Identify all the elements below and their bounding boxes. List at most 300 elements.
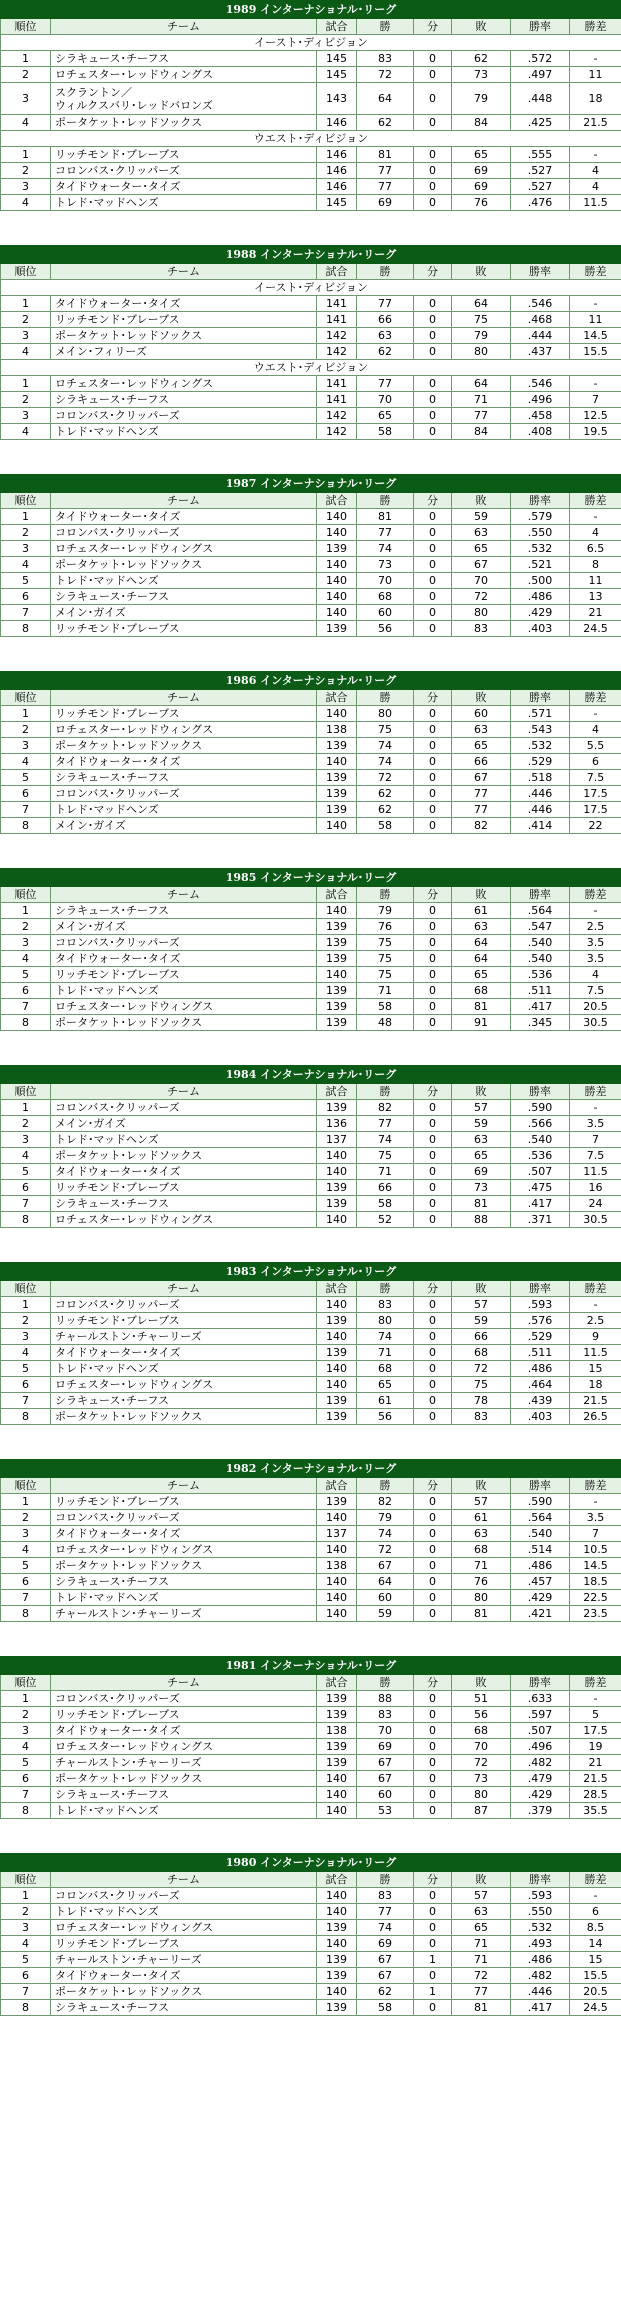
- cell-rank: 6: [1, 983, 51, 999]
- table-row: [1, 1542, 621, 1558]
- cell-rank: 6: [1, 1574, 51, 1590]
- cell-games: 146: [317, 179, 357, 195]
- cell-wins: 70: [357, 392, 414, 408]
- cell-gb: 5: [570, 1707, 621, 1723]
- cell-team: ロチェスター･レッドウィングス: [51, 541, 317, 557]
- column-header-gb: 勝差: [570, 1084, 621, 1100]
- cell-team: メイン･ガイズ: [51, 818, 317, 834]
- column-header-team: チーム: [51, 1872, 317, 1888]
- cell-games: 137: [317, 1132, 357, 1148]
- season-standings: [0, 1656, 621, 1819]
- cell-wins: 77: [357, 525, 414, 541]
- cell-pct: .496: [511, 392, 570, 408]
- cell-team: トレド･マッドヘンズ: [51, 195, 317, 211]
- cell-gb: 6: [570, 1904, 621, 1920]
- cell-losses: 64: [452, 935, 511, 951]
- column-header-pct: 勝率: [511, 19, 570, 35]
- cell-pct: .532: [511, 738, 570, 754]
- column-header-losses: 敗: [452, 887, 511, 903]
- cell-losses: 83: [452, 1409, 511, 1425]
- cell-ties: 0: [414, 573, 452, 589]
- cell-team: チャールストン･チャーリーズ: [51, 1606, 317, 1622]
- season-title-row: [1, 869, 621, 887]
- cell-ties: 0: [414, 67, 452, 83]
- cell-wins: 58: [357, 999, 414, 1015]
- season-standings: [0, 245, 621, 440]
- cell-rank: 3: [1, 541, 51, 557]
- column-header-losses: 敗: [452, 1281, 511, 1297]
- cell-games: 139: [317, 1015, 357, 1031]
- column-header-pct: 勝率: [511, 493, 570, 509]
- cell-pct: .425: [511, 115, 570, 131]
- cell-games: 138: [317, 1723, 357, 1739]
- cell-ties: 0: [414, 1015, 452, 1031]
- cell-ties: 0: [414, 1707, 452, 1723]
- cell-games: 140: [317, 754, 357, 770]
- cell-losses: 76: [452, 1574, 511, 1590]
- table-row: [1, 935, 621, 951]
- cell-wins: 62: [357, 802, 414, 818]
- cell-team: コロンバス･クリッパーズ: [51, 408, 317, 424]
- cell-gb: 14: [570, 1936, 621, 1952]
- cell-rank: 1: [1, 706, 51, 722]
- column-header-ties: 分: [414, 19, 452, 35]
- table-row: [1, 392, 621, 408]
- cell-wins: 62: [357, 115, 414, 131]
- cell-rank: 4: [1, 424, 51, 440]
- cell-rank: 6: [1, 1180, 51, 1196]
- table-row: [1, 1803, 621, 1819]
- cell-rank: 1: [1, 903, 51, 919]
- cell-wins: 74: [357, 541, 414, 557]
- cell-pct: .550: [511, 1904, 570, 1920]
- cell-gb: 14.5: [570, 328, 621, 344]
- table-row: [1, 802, 621, 818]
- cell-rank: 2: [1, 67, 51, 83]
- cell-pct: .550: [511, 525, 570, 541]
- cell-team: コロンバス･クリッパーズ: [51, 1297, 317, 1313]
- cell-team: シラキュース･チーフス: [51, 770, 317, 786]
- cell-losses: 77: [452, 786, 511, 802]
- column-header-games: 試合: [317, 887, 357, 903]
- column-header-ties: 分: [414, 887, 452, 903]
- column-header-wins: 勝: [357, 1281, 414, 1297]
- cell-team: チャールストン･チャーリーズ: [51, 1329, 317, 1345]
- table-row: [1, 67, 621, 83]
- cell-rank: 1: [1, 1888, 51, 1904]
- cell-gb: -: [570, 296, 621, 312]
- cell-wins: 77: [357, 163, 414, 179]
- cell-wins: 82: [357, 1100, 414, 1116]
- cell-gb: 24.5: [570, 621, 621, 637]
- season-title-row: [1, 1854, 621, 1872]
- table-row: [1, 1116, 621, 1132]
- cell-pct: .597: [511, 1707, 570, 1723]
- table-row: [1, 1409, 621, 1425]
- cell-wins: 61: [357, 1393, 414, 1409]
- cell-rank: 5: [1, 1558, 51, 1574]
- cell-gb: 21.5: [570, 1771, 621, 1787]
- cell-gb: 17.5: [570, 1723, 621, 1739]
- table-row: [1, 312, 621, 328]
- cell-pct: .511: [511, 983, 570, 999]
- cell-gb: 7.5: [570, 770, 621, 786]
- cell-wins: 77: [357, 1116, 414, 1132]
- cell-wins: 62: [357, 1984, 414, 2000]
- cell-wins: 72: [357, 1542, 414, 1558]
- cell-gb: 8.5: [570, 1920, 621, 1936]
- cell-gb: 22.5: [570, 1590, 621, 1606]
- cell-games: 139: [317, 770, 357, 786]
- cell-losses: 72: [452, 1968, 511, 1984]
- cell-gb: 7.5: [570, 1148, 621, 1164]
- cell-team: リッチモンド･ブレーブス: [51, 1313, 317, 1329]
- season-title-row: [1, 672, 621, 690]
- cell-games: 139: [317, 1100, 357, 1116]
- cell-games: 143: [317, 83, 357, 115]
- column-header-rank: 順位: [1, 264, 51, 280]
- cell-games: 140: [317, 706, 357, 722]
- cell-wins: 83: [357, 1297, 414, 1313]
- header-row: [1, 1084, 621, 1100]
- cell-losses: 78: [452, 1393, 511, 1409]
- cell-pct: .486: [511, 1952, 570, 1968]
- cell-games: 146: [317, 163, 357, 179]
- cell-games: 139: [317, 1393, 357, 1409]
- column-header-pct: 勝率: [511, 1281, 570, 1297]
- cell-gb: 21.5: [570, 1393, 621, 1409]
- cell-gb: -: [570, 1100, 621, 1116]
- cell-losses: 68: [452, 1542, 511, 1558]
- table-row: [1, 424, 621, 440]
- cell-losses: 57: [452, 1888, 511, 1904]
- cell-ties: 0: [414, 1116, 452, 1132]
- table-row: [1, 1984, 621, 2000]
- cell-wins: 75: [357, 935, 414, 951]
- cell-games: 139: [317, 1952, 357, 1968]
- cell-wins: 66: [357, 1180, 414, 1196]
- cell-pct: .540: [511, 951, 570, 967]
- cell-rank: 4: [1, 1345, 51, 1361]
- cell-team: シラキュース･チーフス: [51, 2000, 317, 2016]
- table-row: [1, 1510, 621, 1526]
- cell-games: 139: [317, 1968, 357, 1984]
- cell-gb: 8: [570, 557, 621, 573]
- cell-team: シラキュース･チーフス: [51, 903, 317, 919]
- table-row: [1, 1968, 621, 1984]
- cell-ties: 1: [414, 1952, 452, 1968]
- cell-pct: .379: [511, 1803, 570, 1819]
- cell-wins: 79: [357, 903, 414, 919]
- cell-games: 146: [317, 147, 357, 163]
- table-row: [1, 818, 621, 834]
- cell-team: タイドウォーター･タイズ: [51, 179, 317, 195]
- cell-team: メイン･ガイズ: [51, 919, 317, 935]
- cell-losses: 84: [452, 424, 511, 440]
- season-title-row: [1, 1066, 621, 1084]
- cell-games: 140: [317, 1297, 357, 1313]
- cell-team: ポータケット･レッドソックス: [51, 1558, 317, 1574]
- cell-gb: 7.5: [570, 983, 621, 999]
- cell-gb: 18: [570, 1377, 621, 1393]
- cell-losses: 63: [452, 722, 511, 738]
- table-row: [1, 1329, 621, 1345]
- cell-rank: 5: [1, 1361, 51, 1377]
- cell-rank: 7: [1, 802, 51, 818]
- cell-ties: 0: [414, 296, 452, 312]
- cell-ties: 0: [414, 1888, 452, 1904]
- cell-wins: 77: [357, 1904, 414, 1920]
- cell-pct: .590: [511, 1100, 570, 1116]
- cell-gb: 11.5: [570, 1164, 621, 1180]
- cell-team: ロチェスター･レッドウィングス: [51, 1739, 317, 1755]
- table-row: [1, 1196, 621, 1212]
- cell-rank: 3: [1, 1920, 51, 1936]
- season-title-row: [1, 1263, 621, 1281]
- cell-rank: 3: [1, 1723, 51, 1739]
- table-row: [1, 83, 621, 115]
- cell-team: ロチェスター･レッドウィングス: [51, 1920, 317, 1936]
- cell-rank: 1: [1, 1691, 51, 1707]
- cell-team: ロチェスター･レッドウィングス: [51, 1542, 317, 1558]
- cell-wins: 60: [357, 605, 414, 621]
- cell-ties: 0: [414, 1393, 452, 1409]
- division-row: [1, 35, 621, 51]
- cell-rank: 4: [1, 951, 51, 967]
- cell-pct: .403: [511, 1409, 570, 1425]
- cell-losses: 65: [452, 1920, 511, 1936]
- table-row: [1, 1393, 621, 1409]
- cell-gb: 3.5: [570, 951, 621, 967]
- header-row: [1, 1281, 621, 1297]
- cell-gb: 21: [570, 605, 621, 621]
- cell-gb: -: [570, 51, 621, 67]
- cell-rank: 3: [1, 83, 51, 115]
- cell-losses: 76: [452, 195, 511, 211]
- cell-games: 140: [317, 1904, 357, 1920]
- cell-gb: 7: [570, 1132, 621, 1148]
- table-row: [1, 1361, 621, 1377]
- cell-games: 140: [317, 1984, 357, 2000]
- cell-team: ポータケット･レッドソックス: [51, 1771, 317, 1787]
- cell-ties: 0: [414, 919, 452, 935]
- cell-games: 139: [317, 802, 357, 818]
- cell-rank: 6: [1, 1377, 51, 1393]
- table-row: [1, 903, 621, 919]
- column-header-losses: 敗: [452, 19, 511, 35]
- cell-team: トレド･マッドヘンズ: [51, 1803, 317, 1819]
- cell-games: 141: [317, 296, 357, 312]
- cell-ties: 0: [414, 999, 452, 1015]
- cell-games: 140: [317, 818, 357, 834]
- cell-wins: 76: [357, 919, 414, 935]
- cell-rank: 2: [1, 1116, 51, 1132]
- cell-rank: 2: [1, 392, 51, 408]
- cell-team: シラキュース･チーフス: [51, 589, 317, 605]
- cell-team: トレド･マッドヘンズ: [51, 1132, 317, 1148]
- cell-wins: 52: [357, 1212, 414, 1228]
- column-header-gb: 勝差: [570, 887, 621, 903]
- table-row: [1, 1558, 621, 1574]
- cell-ties: 0: [414, 1100, 452, 1116]
- cell-rank: 2: [1, 163, 51, 179]
- cell-pct: .414: [511, 818, 570, 834]
- cell-wins: 75: [357, 951, 414, 967]
- cell-wins: 80: [357, 706, 414, 722]
- cell-gb: 10.5: [570, 1542, 621, 1558]
- cell-team: リッチモンド･ブレーブス: [51, 1707, 317, 1723]
- cell-ties: 0: [414, 1361, 452, 1377]
- cell-games: 140: [317, 1164, 357, 1180]
- cell-gb: 12.5: [570, 408, 621, 424]
- cell-pct: .500: [511, 573, 570, 589]
- table-row: [1, 1723, 621, 1739]
- cell-team: トレド･マッドヘンズ: [51, 983, 317, 999]
- cell-ties: 0: [414, 1755, 452, 1771]
- cell-losses: 63: [452, 1132, 511, 1148]
- cell-wins: 59: [357, 1606, 414, 1622]
- cell-games: 139: [317, 1739, 357, 1755]
- cell-games: 139: [317, 983, 357, 999]
- cell-games: 139: [317, 919, 357, 935]
- cell-gb: 5.5: [570, 738, 621, 754]
- cell-pct: .566: [511, 1116, 570, 1132]
- cell-rank: 3: [1, 179, 51, 195]
- cell-losses: 75: [452, 1377, 511, 1393]
- cell-gb: 22: [570, 818, 621, 834]
- cell-pct: .593: [511, 1297, 570, 1313]
- cell-pct: .536: [511, 1148, 570, 1164]
- cell-gb: 21.5: [570, 115, 621, 131]
- column-header-pct: 勝率: [511, 1872, 570, 1888]
- cell-rank: 4: [1, 195, 51, 211]
- cell-pct: .482: [511, 1755, 570, 1771]
- cell-ties: 0: [414, 1574, 452, 1590]
- cell-games: 140: [317, 1888, 357, 1904]
- cell-losses: 63: [452, 1904, 511, 1920]
- cell-gb: 18.5: [570, 1574, 621, 1590]
- cell-games: 139: [317, 786, 357, 802]
- cell-ties: 0: [414, 328, 452, 344]
- cell-pct: .532: [511, 541, 570, 557]
- cell-gb: 6: [570, 754, 621, 770]
- table-row: [1, 408, 621, 424]
- column-header-rank: 順位: [1, 887, 51, 903]
- cell-losses: 64: [452, 951, 511, 967]
- cell-ties: 0: [414, 738, 452, 754]
- cell-games: 140: [317, 525, 357, 541]
- cell-ties: 0: [414, 1377, 452, 1393]
- column-header-ties: 分: [414, 1281, 452, 1297]
- cell-pct: .529: [511, 754, 570, 770]
- cell-games: 139: [317, 951, 357, 967]
- cell-pct: .446: [511, 802, 570, 818]
- cell-losses: 66: [452, 1329, 511, 1345]
- cell-gb: 17.5: [570, 802, 621, 818]
- cell-gb: -: [570, 1494, 621, 1510]
- cell-wins: 62: [357, 344, 414, 360]
- column-header-team: チーム: [51, 1281, 317, 1297]
- cell-team: ポータケット･レッドソックス: [51, 1148, 317, 1164]
- cell-games: 140: [317, 1329, 357, 1345]
- cell-wins: 67: [357, 1968, 414, 1984]
- season-standings: [0, 474, 621, 637]
- cell-gb: 15.5: [570, 1968, 621, 1984]
- table-row: [1, 1313, 621, 1329]
- column-header-pct: 勝率: [511, 1084, 570, 1100]
- cell-team: シラキュース･チーフス: [51, 392, 317, 408]
- cell-wins: 77: [357, 179, 414, 195]
- cell-gb: 4: [570, 722, 621, 738]
- season-standings: [0, 1262, 621, 1425]
- cell-gb: -: [570, 1691, 621, 1707]
- cell-rank: 5: [1, 967, 51, 983]
- cell-gb: 11.5: [570, 195, 621, 211]
- column-header-pct: 勝率: [511, 264, 570, 280]
- table-row: [1, 770, 621, 786]
- cell-pct: .532: [511, 1920, 570, 1936]
- division-name: ウエスト･ディビジョン: [1, 360, 621, 376]
- cell-rank: 8: [1, 1803, 51, 1819]
- cell-team: ロチェスター･レッドウィングス: [51, 1212, 317, 1228]
- cell-wins: 74: [357, 754, 414, 770]
- division-name: イースト･ディビジョン: [1, 280, 621, 296]
- table-row: [1, 1952, 621, 1968]
- cell-rank: 4: [1, 557, 51, 573]
- cell-games: 140: [317, 605, 357, 621]
- column-header-losses: 敗: [452, 493, 511, 509]
- cell-team: コロンバス･クリッパーズ: [51, 525, 317, 541]
- cell-losses: 81: [452, 1606, 511, 1622]
- cell-rank: 5: [1, 1755, 51, 1771]
- cell-rank: 2: [1, 525, 51, 541]
- header-row: [1, 19, 621, 35]
- season-title: 1987 インターナショナル･リーグ: [1, 475, 621, 493]
- cell-ties: 0: [414, 115, 452, 131]
- cell-losses: 87: [452, 1803, 511, 1819]
- season-title: 1980 インターナショナル･リーグ: [1, 1854, 621, 1872]
- table-row: [1, 999, 621, 1015]
- column-header-games: 試合: [317, 493, 357, 509]
- cell-rank: 8: [1, 1409, 51, 1425]
- cell-ties: 0: [414, 1739, 452, 1755]
- cell-team: シラキュース･チーフス: [51, 1787, 317, 1803]
- cell-pct: .497: [511, 67, 570, 83]
- cell-ties: 0: [414, 786, 452, 802]
- cell-pct: .437: [511, 344, 570, 360]
- cell-pct: .571: [511, 706, 570, 722]
- column-header-team: チーム: [51, 1478, 317, 1494]
- cell-ties: 0: [414, 1409, 452, 1425]
- cell-rank: 6: [1, 589, 51, 605]
- cell-losses: 77: [452, 408, 511, 424]
- column-header-rank: 順位: [1, 1675, 51, 1691]
- cell-gb: 3.5: [570, 1116, 621, 1132]
- season-standings: [0, 671, 621, 834]
- cell-rank: 8: [1, 818, 51, 834]
- cell-pct: .543: [511, 722, 570, 738]
- table-row: [1, 967, 621, 983]
- cell-team: コロンバス･クリッパーズ: [51, 935, 317, 951]
- cell-pct: .507: [511, 1164, 570, 1180]
- cell-team: リッチモンド･ブレーブス: [51, 706, 317, 722]
- cell-pct: .408: [511, 424, 570, 440]
- cell-losses: 65: [452, 147, 511, 163]
- cell-losses: 84: [452, 115, 511, 131]
- cell-losses: 82: [452, 818, 511, 834]
- cell-pct: .540: [511, 935, 570, 951]
- cell-team: リッチモンド･ブレーブス: [51, 967, 317, 983]
